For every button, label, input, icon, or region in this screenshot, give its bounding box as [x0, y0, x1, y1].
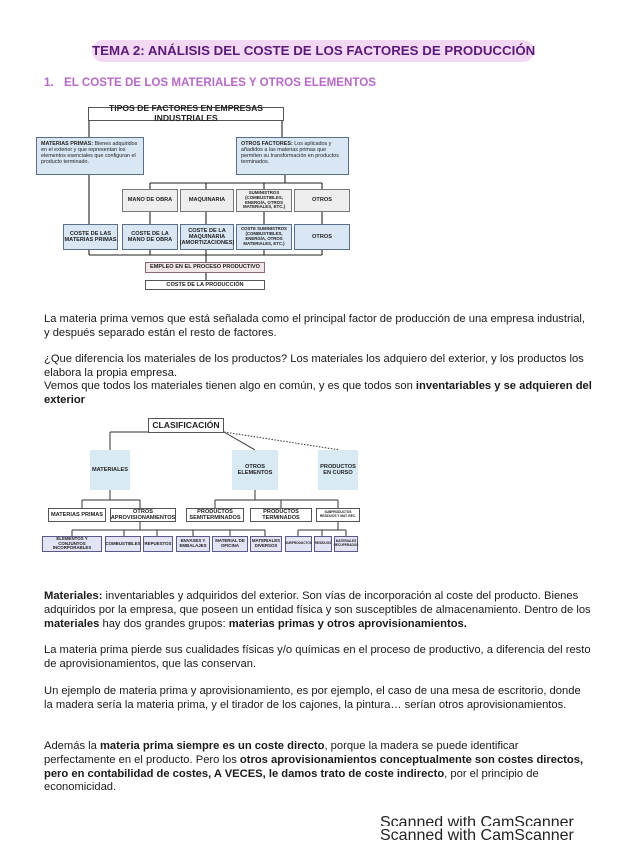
empleo-proceso-productivo: EMPLEO EN EL PROCESO PRODUCTIVO [145, 262, 265, 273]
group-materiales: MATERIALES [90, 450, 130, 490]
mid-productos-terminados: PRODUCTOS TERMINADOS [250, 508, 312, 522]
leaf-materiales-recuperados: MATERIALES RECUPERADOS [334, 536, 358, 552]
coste-mano-de-obra: COSTE DE LA MANO DE OBRA [122, 224, 178, 250]
paragraph-ejemplo: Un ejemplo de materia prima y aprovisionamiento, es por ejemplo, el caso de una mesa de escritorio, donde la madera sería la materia prima, y el tirador de los cajones, la pintura… serían otros aprovisionamientos. [44, 685, 581, 711]
diagram2-header: CLASIFICACIÓN [148, 418, 224, 433]
camscanner-watermark: Scanned with CamScanner [380, 827, 574, 844]
para7-t2: , porque la madera se puede identificar perfectamente en el producto. Pero los [44, 740, 519, 766]
paragraph-materia-prima: La materia prima vemos que está señalada como el principal factor de producción de una empresa industrial, y después separado están el resto de factores. [44, 313, 586, 339]
otros-factores-text: Los aplicados y añadidos a las materias primas que permiten su transformación en productos terminados. [241, 141, 339, 166]
para4-b3: materias primas y otros aprovisionamientos. [228, 617, 467, 630]
coste-maquinaria: COSTE DE LA MAQUINARIA (AMORTIZACIONES) [180, 224, 234, 250]
factor-mano-de-obra: MANO DE OBRA [122, 189, 178, 212]
coste-suministros: COSTE SUMINISTROS (COMBUSTIBLES, ENERGÍA, OTROS MATERIALES, ETC.) [236, 224, 292, 250]
para4-b1: Materiales: [44, 590, 103, 602]
coste-materias-primas: COSTE DE LAS MATERIAS PRIMAS [63, 224, 118, 250]
leaf-residuos: RESIDUOS [314, 536, 332, 552]
mid-productos-semiterminados: PRODUCTOS SEMITERMINADOS [186, 508, 244, 522]
diagram1-header: TIPOS DE FACTORES EN EMPRESAS INDUSTRIALES [88, 107, 284, 121]
para4-t2: hay dos grandes grupos: [99, 617, 229, 630]
coste-produccion: COSTE DE LA PRODUCCIÓN [145, 280, 265, 290]
camscanner-watermark-top: Scanned with CamScanner [380, 816, 574, 826]
leaf-materiales-diversos: MATERIALES DIVERSOS [250, 536, 282, 552]
paragraph-diferencia: ¿Que diferencia los materiales de los productos? Los materiales los adquiero del exterior, y los productos los elabora la propia empresa. [44, 353, 584, 379]
leaf-elementos-conjuntos: ELEMENTOS Y CONJUNTOS INCORPORABLES [42, 536, 102, 552]
para3-bold: inventariables y se adquieren del exterior [44, 380, 592, 406]
para4-t1: inventariables y adquiridos del exterior. Son vías de incorporación al coste del producto. Bienes adquiridos por la empresa, que poseen un entidad física y son susceptibles de almacenamiento. Dentro de los [44, 590, 591, 616]
leaf-envases-embalajes: ENVASES Y EMBALAJES [176, 536, 210, 552]
para7-b1: materia prima siempre es un coste directo [99, 740, 325, 752]
page-title: TEMA 2: ANÁLISIS DEL COSTE DE LOS FACTORES DE PRODUCCIÓN [92, 40, 534, 62]
para7-t3: , por el principio de economicidad. [44, 767, 539, 794]
section-number: 1. [44, 76, 54, 89]
paragraph-coste-directo [44, 740, 592, 795]
paragraph-cualidades: La materia prima pierde sus cualidades físicas y/o químicas en el proceso de productivo, a diferencia del resto de aprovisionamientos, que las conservan. [44, 644, 591, 670]
section-label: EL COSTE DE LOS MATERIALES Y OTROS ELEMENTOS [64, 76, 377, 89]
group-otros-elementos: OTROS ELEMENTOS [232, 450, 278, 490]
para7-b2: otros aprovisionamientos conceptualmente son costes directos, pero en contabilidad de costes, A VECES, le damos trato de coste indirecto [44, 753, 584, 780]
factor-suministros: SUMINISTROS (COMBUSTIBLES, ENERGÍA, OTROS MATERIALES, ETC.) [236, 189, 292, 212]
factor-otros: OTROS [294, 189, 350, 212]
leaf-repuestos: REPUESTOS [143, 536, 173, 552]
para3-text: Vemos que todos los materiales tienen algo en común, y es que todos son [44, 380, 416, 392]
materias-primas-label: MATERIAS PRIMAS: [41, 141, 94, 147]
mid-materias-primas: MATERIAS PRIMAS [48, 508, 106, 522]
otros-factores-label: OTROS FACTORES: [241, 141, 293, 147]
para4-b2: materiales [44, 617, 100, 630]
para7-t1: Además la [44, 740, 100, 752]
leaf-material-oficina: MATERIAL DE OFICINA [212, 536, 248, 552]
materias-primas-text: Bienes adquiridos en el exterior y que representan los elementos esenciales que configuran el producto terminado. [41, 141, 138, 166]
coste-otros: OTROS [294, 224, 350, 250]
leaf-subproductos: SUBPRODUCTOS [285, 536, 312, 552]
group-productos-en-curso: PRODUCTOS EN CURSO [318, 450, 358, 490]
leaf-combustibles: COMBUSTIBLES [105, 536, 141, 552]
factor-maquinaria: MAQUINARIA [180, 189, 234, 212]
paragraph-materiales [44, 590, 592, 631]
mid-otros-aprovisionamientos: OTROS APROVISIONAMIENTOS [110, 508, 176, 521]
mid-subproductos: SUBPRODUCTOS RESIDUOS Y MAT. REC. [316, 508, 360, 522]
